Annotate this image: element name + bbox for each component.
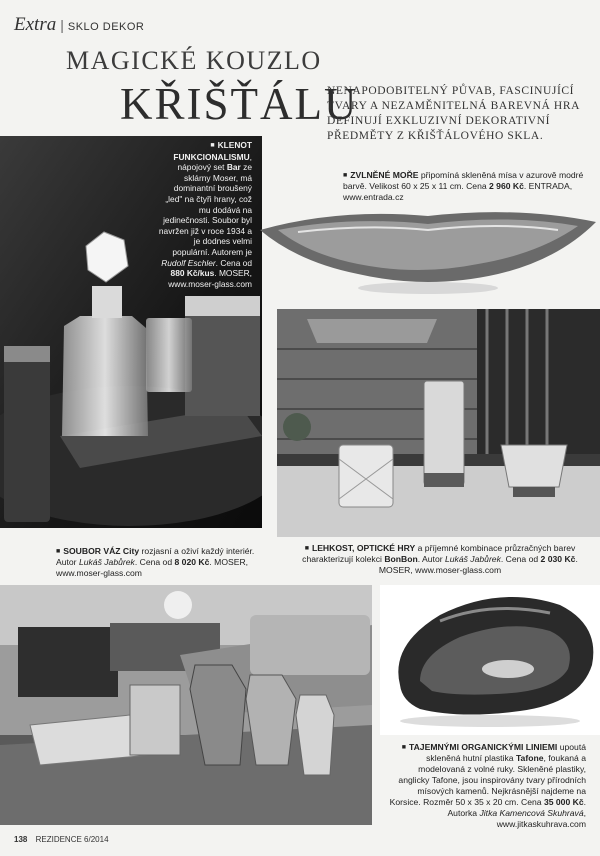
magazine-issue: REZIDENCE 6/2014 — [35, 835, 109, 844]
article-intro: NENAPODOBITELNÝ PŮVAB, FASCINUJÍCÍ TVARY A NEZAMĚNITELNÁ BAREVNÁ HRA DEFINUJÍ EXKLUZIVNÍ DEKORATIVNÍ PŘEDMĚTY Z KŘIŠŤÁLOVÉHO SKLA. — [327, 85, 580, 142]
caption-lehkost: ■ LEHKOST, OPTICKÉ HRY a příjemné kombinace průzračných barev charakterizují kolekci BonBon. Autor Lukáš Jabůrek. Cena od 2 030 Kč. MOSER, www.moser-glass.com — [302, 543, 578, 575]
header-separator: | — [60, 17, 64, 33]
photo-bonbon-kitchen — [277, 309, 600, 537]
caption-soubor-vaz: ■ SOUBOR VÁZ City rozjasní a oživí každý interiér. Autor Lukáš Jabůrek. Cena od 8 020 Kč. MOSER, www.moser-glass.com — [56, 546, 255, 578]
section-prefix: Extra — [14, 14, 57, 35]
photo-tafone — [380, 585, 600, 735]
page-number: 138 — [14, 835, 28, 844]
photo-wavy-bowl — [258, 200, 600, 300]
caption-zvlnene-more: ■ ZVLNĚNÉ MOŘE připomíná skleněná mísa v azurově modré barvě. Velikost 60 x 25 x 11 cm. Cena 2 960 Kč. ENTRADA, www.entrada.cz — [343, 170, 584, 202]
photo-city-vases — [0, 585, 372, 825]
caption-tajemnymi: ■ TAJEMNÝMI ORGANICKÝMI LINIEMI upoutá skleněná hutní plastika Tafone, foukaná a modelovaná z volné ruky. Skleněné plastiky, anglicky Tafone, jsou inspirovány tvary přírodních mísových kamenů. Nejkrásnější najdeme na Korsice. Rozměr 50 x 35 x 20 cm. Cena 35 000 Kč. Autorka Jitka Kamencová Skuhravá, www.jitkaskuhrava.com — [389, 742, 586, 829]
article-title-line2: KŘIŠŤÁLU — [120, 79, 359, 129]
section-name: SKLO DEKOR — [67, 21, 145, 33]
caption-klenot: ■ KLENOT FUNKCIONALISMU, nápojový set Bar ze sklárny Moser, má dominantní broušený „led" na čtyři hrany, což mu dodává na jedinečnosti. Soubor byl navržen již v roce 1934 a je dodnes velmi populární. Autorem je Rudolf Eschler. Cena od 880 Kč/kus. MOSER, www.moser-glass.com — [158, 140, 252, 289]
section-header — [14, 14, 144, 36]
page-footer — [14, 835, 109, 844]
article-title-line1: MAGICKÉ KOUZLO — [66, 46, 322, 75]
